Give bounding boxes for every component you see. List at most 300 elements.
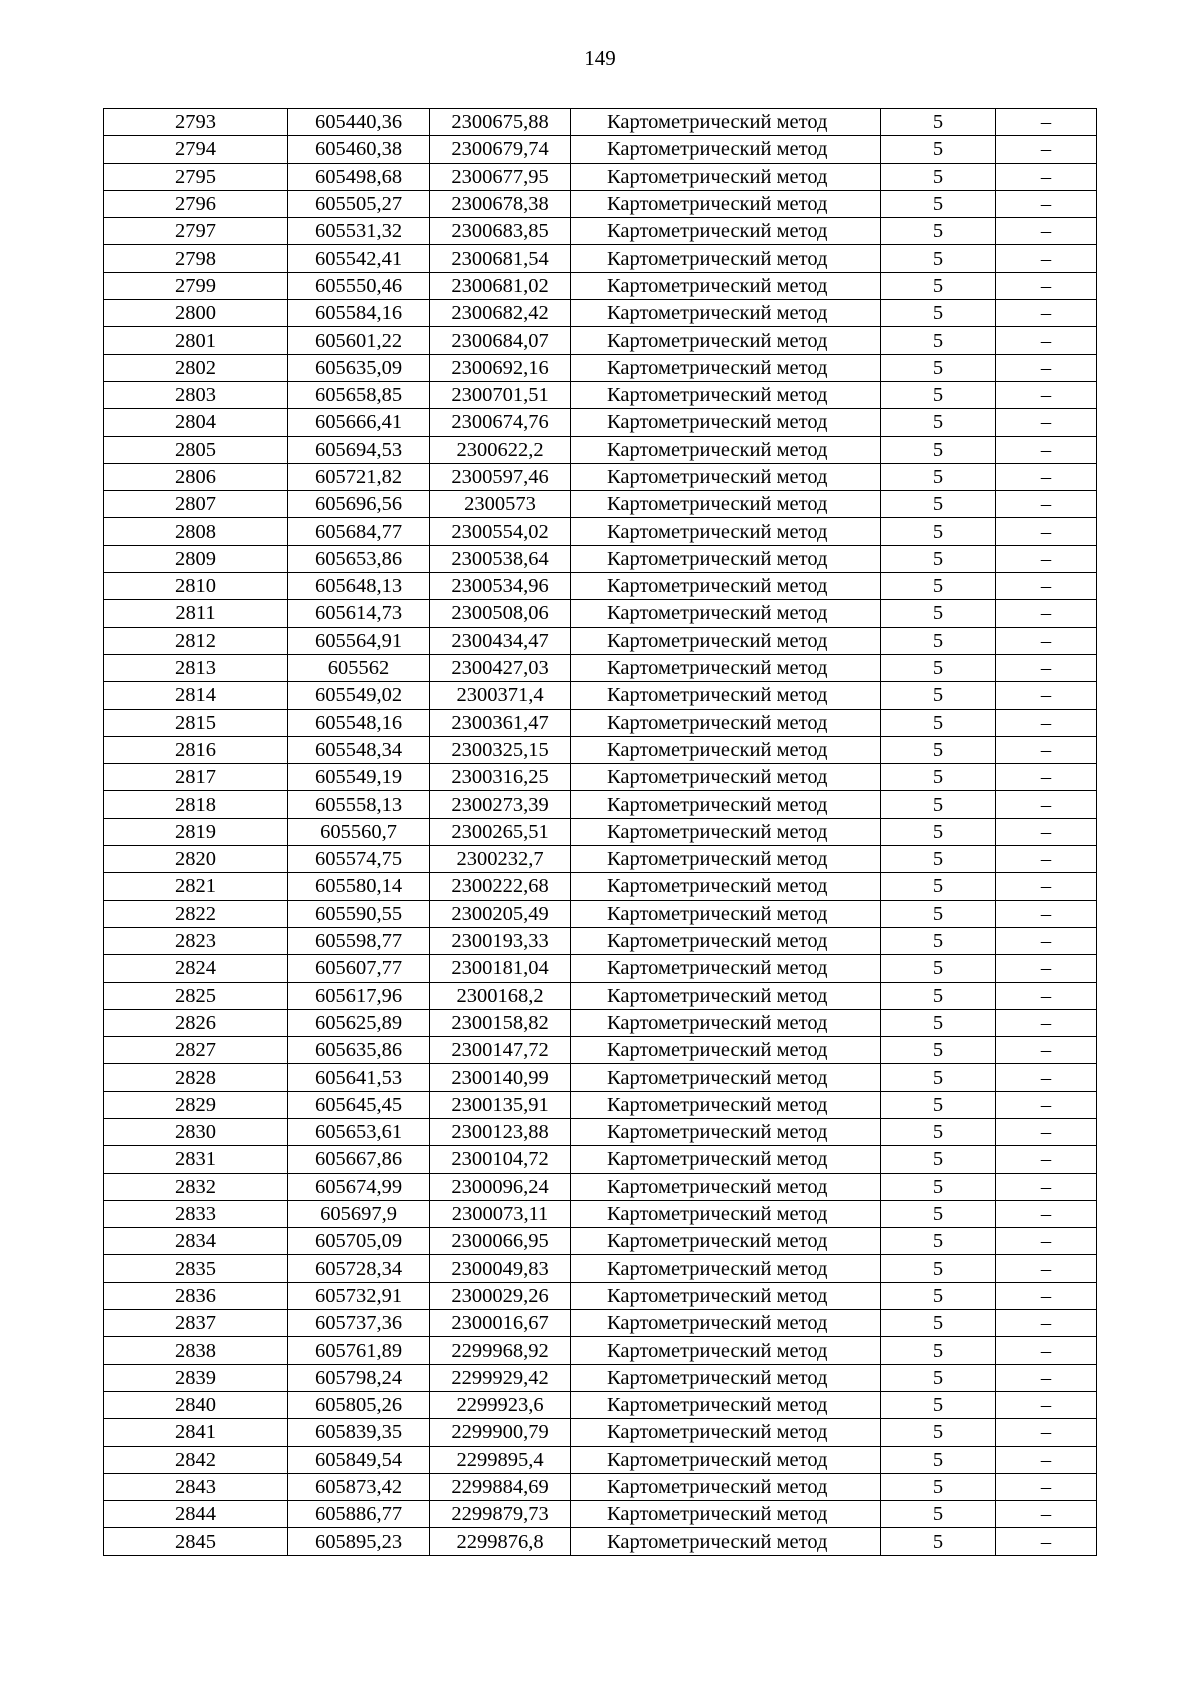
x-coordinate-cell: 605548,16: [288, 709, 430, 736]
x-coordinate-cell: 605761,89: [288, 1337, 430, 1364]
description-cell: –: [996, 545, 1097, 572]
y-coordinate-cell: 2300325,15: [430, 736, 571, 763]
table-row: [104, 818, 1097, 845]
description-cell: –: [996, 327, 1097, 354]
method-cell: Картометрический метод: [571, 1446, 881, 1473]
x-coordinate-cell: 605635,86: [288, 1037, 430, 1064]
table-row: [104, 1310, 1097, 1337]
point-number-cell: 2815: [104, 709, 288, 736]
accuracy-cell: 5: [881, 1364, 996, 1391]
x-coordinate-cell: 605653,86: [288, 545, 430, 572]
accuracy-cell: 5: [881, 109, 996, 136]
accuracy-cell: 5: [881, 791, 996, 818]
y-coordinate-cell: 2300096,24: [430, 1173, 571, 1200]
description-cell: –: [996, 654, 1097, 681]
y-coordinate-cell: 2299968,92: [430, 1337, 571, 1364]
x-coordinate-cell: 605653,61: [288, 1118, 430, 1145]
x-coordinate-cell: 605607,77: [288, 955, 430, 982]
point-number-cell: 2830: [104, 1118, 288, 1145]
method-cell: Картометрический метод: [571, 736, 881, 763]
method-cell: Картометрический метод: [571, 136, 881, 163]
method-cell: Картометрический метод: [571, 573, 881, 600]
point-number-cell: 2838: [104, 1337, 288, 1364]
x-coordinate-cell: 605531,32: [288, 218, 430, 245]
table-row: [104, 300, 1097, 327]
point-number-cell: 2844: [104, 1501, 288, 1528]
y-coordinate-cell: 2300508,06: [430, 600, 571, 627]
method-cell: Картометрический метод: [571, 1064, 881, 1091]
point-number-cell: 2829: [104, 1091, 288, 1118]
x-coordinate-cell: 605560,7: [288, 818, 430, 845]
description-cell: –: [996, 518, 1097, 545]
y-coordinate-cell: 2300049,83: [430, 1255, 571, 1282]
point-number-cell: 2834: [104, 1228, 288, 1255]
y-coordinate-cell: 2300434,47: [430, 627, 571, 654]
description-cell: –: [996, 163, 1097, 190]
x-coordinate-cell: 605635,09: [288, 354, 430, 381]
method-cell: Картометрический метод: [571, 818, 881, 845]
method-cell: Картометрический метод: [571, 1009, 881, 1036]
point-number-cell: 2843: [104, 1473, 288, 1500]
y-coordinate-cell: 2300123,88: [430, 1118, 571, 1145]
table-row: [104, 927, 1097, 954]
accuracy-cell: 5: [881, 1037, 996, 1064]
table-row: [104, 791, 1097, 818]
table-row: [104, 381, 1097, 408]
point-number-cell: 2793: [104, 109, 288, 136]
point-number-cell: 2819: [104, 818, 288, 845]
table-row: [104, 1091, 1097, 1118]
point-number-cell: 2823: [104, 927, 288, 954]
method-cell: Картометрический метод: [571, 709, 881, 736]
description-cell: –: [996, 764, 1097, 791]
point-number-cell: 2799: [104, 272, 288, 299]
description-cell: –: [996, 927, 1097, 954]
description-cell: –: [996, 436, 1097, 463]
accuracy-cell: 5: [881, 1446, 996, 1473]
x-coordinate-cell: 605580,14: [288, 873, 430, 900]
method-cell: Картометрический метод: [571, 900, 881, 927]
method-cell: Картометрический метод: [571, 436, 881, 463]
y-coordinate-cell: 2300692,16: [430, 354, 571, 381]
table-row: [104, 1473, 1097, 1500]
method-cell: Картометрический метод: [571, 327, 881, 354]
description-cell: –: [996, 873, 1097, 900]
method-cell: Картометрический метод: [571, 1391, 881, 1418]
description-cell: –: [996, 1282, 1097, 1309]
y-coordinate-cell: 2300427,03: [430, 654, 571, 681]
accuracy-cell: 5: [881, 1391, 996, 1418]
accuracy-cell: 5: [881, 600, 996, 627]
accuracy-cell: 5: [881, 654, 996, 681]
point-number-cell: 2824: [104, 955, 288, 982]
method-cell: Картометрический метод: [571, 600, 881, 627]
table-row: [104, 436, 1097, 463]
method-cell: Картометрический метод: [571, 1282, 881, 1309]
accuracy-cell: 5: [881, 1255, 996, 1282]
x-coordinate-cell: 605548,34: [288, 736, 430, 763]
point-number-cell: 2811: [104, 600, 288, 627]
description-cell: –: [996, 300, 1097, 327]
method-cell: Картометрический метод: [571, 1091, 881, 1118]
point-number-cell: 2806: [104, 463, 288, 490]
x-coordinate-cell: 605460,38: [288, 136, 430, 163]
table-body: [104, 109, 1097, 1556]
accuracy-cell: 5: [881, 518, 996, 545]
description-cell: –: [996, 463, 1097, 490]
x-coordinate-cell: 605697,9: [288, 1200, 430, 1227]
y-coordinate-cell: 2300681,02: [430, 272, 571, 299]
accuracy-cell: 5: [881, 545, 996, 572]
accuracy-cell: 5: [881, 682, 996, 709]
y-coordinate-cell: 2300158,82: [430, 1009, 571, 1036]
description-cell: –: [996, 272, 1097, 299]
point-number-cell: 2813: [104, 654, 288, 681]
accuracy-cell: 5: [881, 245, 996, 272]
y-coordinate-cell: 2300029,26: [430, 1282, 571, 1309]
x-coordinate-cell: 605648,13: [288, 573, 430, 600]
accuracy-cell: 5: [881, 927, 996, 954]
point-number-cell: 2816: [104, 736, 288, 763]
y-coordinate-cell: 2300147,72: [430, 1037, 571, 1064]
table-row: [104, 1337, 1097, 1364]
table-row: [104, 109, 1097, 136]
x-coordinate-cell: 605498,68: [288, 163, 430, 190]
x-coordinate-cell: 605694,53: [288, 436, 430, 463]
method-cell: Картометрический метод: [571, 1146, 881, 1173]
point-number-cell: 2796: [104, 190, 288, 217]
method-cell: Картометрический метод: [571, 300, 881, 327]
description-cell: –: [996, 1310, 1097, 1337]
method-cell: Картометрический метод: [571, 409, 881, 436]
method-cell: Картометрический метод: [571, 791, 881, 818]
y-coordinate-cell: 2300534,96: [430, 573, 571, 600]
table-row: [104, 600, 1097, 627]
table-row: [104, 1255, 1097, 1282]
y-coordinate-cell: 2300265,51: [430, 818, 571, 845]
description-cell: –: [996, 136, 1097, 163]
description-cell: –: [996, 1200, 1097, 1227]
x-coordinate-cell: 605564,91: [288, 627, 430, 654]
point-number-cell: 2797: [104, 218, 288, 245]
table-row: [104, 1037, 1097, 1064]
x-coordinate-cell: 605641,53: [288, 1064, 430, 1091]
accuracy-cell: 5: [881, 873, 996, 900]
description-cell: –: [996, 1146, 1097, 1173]
x-coordinate-cell: 605598,77: [288, 927, 430, 954]
method-cell: Картометрический метод: [571, 463, 881, 490]
accuracy-cell: 5: [881, 1228, 996, 1255]
accuracy-cell: 5: [881, 136, 996, 163]
method-cell: Картометрический метод: [571, 1473, 881, 1500]
accuracy-cell: 5: [881, 327, 996, 354]
x-coordinate-cell: 605584,16: [288, 300, 430, 327]
table-row: [104, 1364, 1097, 1391]
table-row: [104, 573, 1097, 600]
accuracy-cell: 5: [881, 272, 996, 299]
point-number-cell: 2795: [104, 163, 288, 190]
table-row: [104, 1173, 1097, 1200]
method-cell: Картометрический метод: [571, 190, 881, 217]
y-coordinate-cell: 2300683,85: [430, 218, 571, 245]
description-cell: –: [996, 982, 1097, 1009]
table-row: [104, 846, 1097, 873]
table-row: [104, 1528, 1097, 1555]
method-cell: Картометрический метод: [571, 272, 881, 299]
method-cell: Картометрический метод: [571, 381, 881, 408]
page-number: 149: [584, 46, 616, 70]
table-row: [104, 163, 1097, 190]
description-cell: –: [996, 1446, 1097, 1473]
x-coordinate-cell: 605684,77: [288, 518, 430, 545]
table-row: [104, 1009, 1097, 1036]
accuracy-cell: 5: [881, 436, 996, 463]
y-coordinate-cell: 2300554,02: [430, 518, 571, 545]
y-coordinate-cell: 2300538,64: [430, 545, 571, 572]
accuracy-cell: 5: [881, 1528, 996, 1555]
description-cell: –: [996, 1228, 1097, 1255]
x-coordinate-cell: 605696,56: [288, 491, 430, 518]
table-row: [104, 218, 1097, 245]
table-row: [104, 873, 1097, 900]
accuracy-cell: 5: [881, 627, 996, 654]
description-cell: –: [996, 1064, 1097, 1091]
description-cell: –: [996, 491, 1097, 518]
description-cell: –: [996, 381, 1097, 408]
table-row: [104, 764, 1097, 791]
x-coordinate-cell: 605732,91: [288, 1282, 430, 1309]
accuracy-cell: 5: [881, 190, 996, 217]
y-coordinate-cell: 2300679,74: [430, 136, 571, 163]
point-number-cell: 2822: [104, 900, 288, 927]
accuracy-cell: 5: [881, 1337, 996, 1364]
description-cell: –: [996, 1091, 1097, 1118]
y-coordinate-cell: 2300193,33: [430, 927, 571, 954]
description-cell: –: [996, 1473, 1097, 1500]
point-number-cell: 2821: [104, 873, 288, 900]
x-coordinate-cell: 605645,45: [288, 1091, 430, 1118]
description-cell: –: [996, 846, 1097, 873]
point-number-cell: 2828: [104, 1064, 288, 1091]
table-row: [104, 736, 1097, 763]
y-coordinate-cell: 2300701,51: [430, 381, 571, 408]
y-coordinate-cell: 2300573: [430, 491, 571, 518]
description-cell: –: [996, 1419, 1097, 1446]
method-cell: Картометрический метод: [571, 1337, 881, 1364]
description-cell: –: [996, 190, 1097, 217]
method-cell: Картометрический метод: [571, 1037, 881, 1064]
y-coordinate-cell: 2300073,11: [430, 1200, 571, 1227]
y-coordinate-cell: 2300066,95: [430, 1228, 571, 1255]
table-row: [104, 272, 1097, 299]
point-number-cell: 2807: [104, 491, 288, 518]
table-row: [104, 1200, 1097, 1227]
point-number-cell: 2826: [104, 1009, 288, 1036]
description-cell: –: [996, 354, 1097, 381]
method-cell: Картометрический метод: [571, 1528, 881, 1555]
y-coordinate-cell: 2300678,38: [430, 190, 571, 217]
x-coordinate-cell: 605590,55: [288, 900, 430, 927]
y-coordinate-cell: 2299895,4: [430, 1446, 571, 1473]
point-number-cell: 2842: [104, 1446, 288, 1473]
x-coordinate-cell: 605728,34: [288, 1255, 430, 1282]
x-coordinate-cell: 605574,75: [288, 846, 430, 873]
method-cell: Картометрический метод: [571, 354, 881, 381]
point-number-cell: 2805: [104, 436, 288, 463]
point-number-cell: 2814: [104, 682, 288, 709]
description-cell: –: [996, 1037, 1097, 1064]
description-cell: –: [996, 245, 1097, 272]
method-cell: Картометрический метод: [571, 1118, 881, 1145]
y-coordinate-cell: 2300232,7: [430, 846, 571, 873]
accuracy-cell: 5: [881, 1118, 996, 1145]
method-cell: Картометрический метод: [571, 955, 881, 982]
accuracy-cell: 5: [881, 1419, 996, 1446]
x-coordinate-cell: 605737,36: [288, 1310, 430, 1337]
point-number-cell: 2801: [104, 327, 288, 354]
y-coordinate-cell: 2300682,42: [430, 300, 571, 327]
y-coordinate-cell: 2300135,91: [430, 1091, 571, 1118]
x-coordinate-cell: 605667,86: [288, 1146, 430, 1173]
method-cell: Картометрический метод: [571, 1200, 881, 1227]
x-coordinate-cell: 605805,26: [288, 1391, 430, 1418]
accuracy-cell: 5: [881, 300, 996, 327]
method-cell: Картометрический метод: [571, 982, 881, 1009]
x-coordinate-cell: 605440,36: [288, 109, 430, 136]
x-coordinate-cell: 605674,99: [288, 1173, 430, 1200]
accuracy-cell: 5: [881, 218, 996, 245]
method-cell: Картометрический метод: [571, 1255, 881, 1282]
description-cell: –: [996, 818, 1097, 845]
table-row: [104, 463, 1097, 490]
method-cell: Картометрический метод: [571, 218, 881, 245]
point-number-cell: 2817: [104, 764, 288, 791]
table-row: [104, 190, 1097, 217]
table-row: [104, 1501, 1097, 1528]
accuracy-cell: 5: [881, 1310, 996, 1337]
x-coordinate-cell: 605549,02: [288, 682, 430, 709]
x-coordinate-cell: 605798,24: [288, 1364, 430, 1391]
method-cell: Картометрический метод: [571, 109, 881, 136]
description-cell: –: [996, 109, 1097, 136]
point-number-cell: 2833: [104, 1200, 288, 1227]
point-number-cell: 2837: [104, 1310, 288, 1337]
description-cell: –: [996, 1391, 1097, 1418]
x-coordinate-cell: 605839,35: [288, 1419, 430, 1446]
point-number-cell: 2804: [104, 409, 288, 436]
table-row: [104, 1391, 1097, 1418]
point-number-cell: 2825: [104, 982, 288, 1009]
table-row: [104, 1228, 1097, 1255]
table-row: [104, 709, 1097, 736]
table-row: [104, 1282, 1097, 1309]
point-number-cell: 2845: [104, 1528, 288, 1555]
table-row: [104, 245, 1097, 272]
x-coordinate-cell: 605886,77: [288, 1501, 430, 1528]
point-number-cell: 2798: [104, 245, 288, 272]
point-number-cell: 2812: [104, 627, 288, 654]
y-coordinate-cell: 2300181,04: [430, 955, 571, 982]
method-cell: Картометрический метод: [571, 682, 881, 709]
table-row: [104, 1446, 1097, 1473]
description-cell: –: [996, 791, 1097, 818]
point-number-cell: 2818: [104, 791, 288, 818]
point-number-cell: 2802: [104, 354, 288, 381]
description-cell: –: [996, 955, 1097, 982]
x-coordinate-cell: 605542,41: [288, 245, 430, 272]
method-cell: Картометрический метод: [571, 245, 881, 272]
description-cell: –: [996, 573, 1097, 600]
accuracy-cell: 5: [881, 1009, 996, 1036]
accuracy-cell: 5: [881, 900, 996, 927]
y-coordinate-cell: 2300168,2: [430, 982, 571, 1009]
table-row: [104, 900, 1097, 927]
table-row: [104, 982, 1097, 1009]
y-coordinate-cell: 2300622,2: [430, 436, 571, 463]
y-coordinate-cell: 2300140,99: [430, 1064, 571, 1091]
x-coordinate-cell: 605558,13: [288, 791, 430, 818]
point-number-cell: 2832: [104, 1173, 288, 1200]
accuracy-cell: 5: [881, 491, 996, 518]
method-cell: Картометрический метод: [571, 627, 881, 654]
accuracy-cell: 5: [881, 354, 996, 381]
y-coordinate-cell: 2299876,8: [430, 1528, 571, 1555]
y-coordinate-cell: 2300273,39: [430, 791, 571, 818]
point-number-cell: 2800: [104, 300, 288, 327]
point-number-cell: 2809: [104, 545, 288, 572]
x-coordinate-cell: 605550,46: [288, 272, 430, 299]
y-coordinate-cell: 2299900,79: [430, 1419, 571, 1446]
table-row: [104, 682, 1097, 709]
method-cell: Картометрический метод: [571, 846, 881, 873]
description-cell: –: [996, 1118, 1097, 1145]
point-number-cell: 2840: [104, 1391, 288, 1418]
method-cell: Картометрический метод: [571, 927, 881, 954]
accuracy-cell: 5: [881, 463, 996, 490]
accuracy-cell: 5: [881, 955, 996, 982]
point-number-cell: 2794: [104, 136, 288, 163]
description-cell: –: [996, 600, 1097, 627]
method-cell: Картометрический метод: [571, 545, 881, 572]
method-cell: Картометрический метод: [571, 654, 881, 681]
accuracy-cell: 5: [881, 736, 996, 763]
description-cell: –: [996, 409, 1097, 436]
accuracy-cell: 5: [881, 764, 996, 791]
description-cell: –: [996, 1501, 1097, 1528]
method-cell: Картометрический метод: [571, 518, 881, 545]
table-row: [104, 1118, 1097, 1145]
x-coordinate-cell: 605625,89: [288, 1009, 430, 1036]
description-cell: –: [996, 1337, 1097, 1364]
y-coordinate-cell: 2300681,54: [430, 245, 571, 272]
point-number-cell: 2803: [104, 381, 288, 408]
table-row: [104, 518, 1097, 545]
method-cell: Картометрический метод: [571, 1419, 881, 1446]
x-coordinate-cell: 605601,22: [288, 327, 430, 354]
x-coordinate-cell: 605617,96: [288, 982, 430, 1009]
y-coordinate-cell: 2300371,4: [430, 682, 571, 709]
x-coordinate-cell: 605666,41: [288, 409, 430, 436]
description-cell: –: [996, 736, 1097, 763]
coordinates-table: [103, 108, 1097, 1556]
point-number-cell: 2839: [104, 1364, 288, 1391]
table-row: [104, 654, 1097, 681]
y-coordinate-cell: 2300104,72: [430, 1146, 571, 1173]
point-number-cell: 2836: [104, 1282, 288, 1309]
y-coordinate-cell: 2299879,73: [430, 1501, 571, 1528]
accuracy-cell: 5: [881, 381, 996, 408]
point-number-cell: 2835: [104, 1255, 288, 1282]
